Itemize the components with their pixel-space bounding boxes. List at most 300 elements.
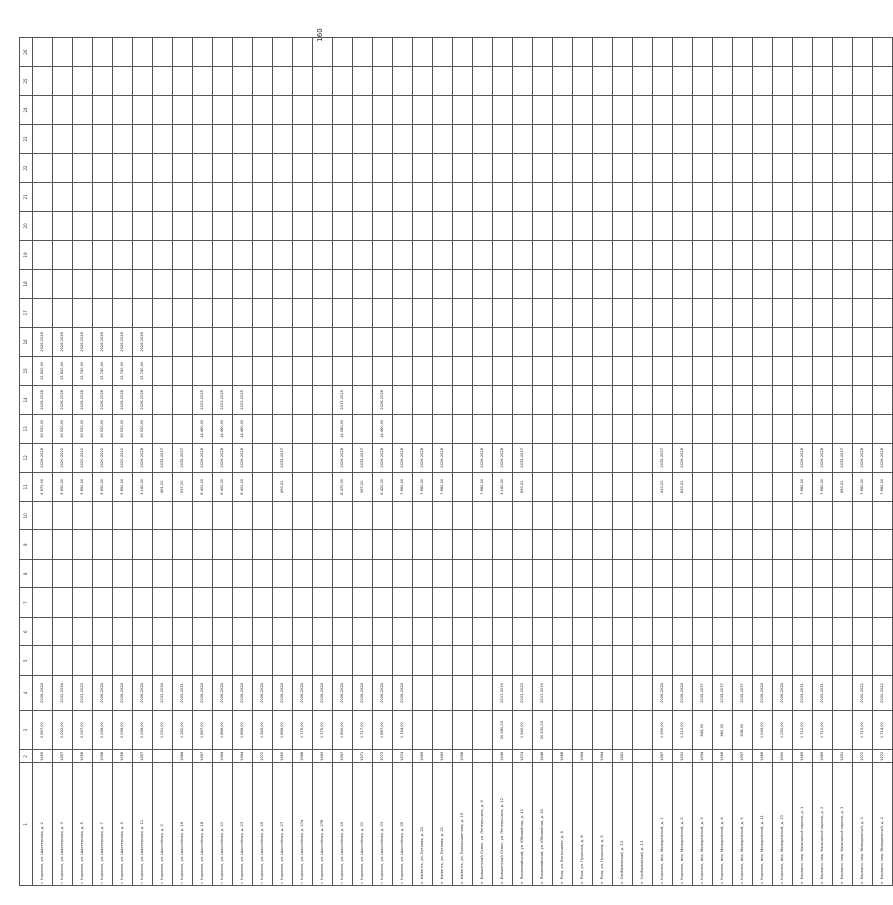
data-cell	[153, 386, 173, 414]
data-cell	[633, 356, 653, 386]
data-cell	[593, 124, 613, 154]
data-cell: 9 850,00	[73, 472, 93, 502]
data-cell	[353, 96, 373, 124]
data-cell	[553, 530, 573, 560]
address-cell: г. Коркино, ул. Шоссейная, д. 23	[233, 763, 253, 886]
data-cell	[73, 270, 93, 298]
data-cell	[753, 560, 773, 588]
header-cell: 2	[20, 750, 33, 763]
data-cell	[393, 66, 413, 96]
data-cell: 2026-2028	[33, 328, 53, 356]
data-cell	[813, 386, 833, 414]
table-row	[273, 38, 293, 886]
data-cell	[553, 96, 573, 124]
value-cell	[833, 710, 853, 749]
data-cell	[373, 182, 393, 212]
table-row	[173, 38, 193, 886]
data-cell	[413, 96, 433, 124]
data-cell	[593, 617, 613, 645]
data-cell	[113, 298, 133, 328]
data-cell	[293, 646, 313, 676]
period-cell: 2026-2028	[373, 675, 393, 710]
year-cell: 1988	[553, 750, 573, 763]
table-row	[133, 38, 153, 886]
data-cell	[653, 646, 673, 676]
data-cell	[833, 356, 853, 386]
header-cell: 10	[20, 502, 33, 530]
data-cell	[33, 124, 53, 154]
data-cell	[513, 154, 533, 182]
table-row	[813, 38, 833, 886]
data-cell	[593, 386, 613, 414]
year-cell: 1964	[213, 750, 233, 763]
table-row	[873, 38, 893, 886]
data-cell	[173, 182, 193, 212]
data-cell	[753, 240, 773, 270]
data-cell	[313, 472, 333, 502]
period-cell: 2029-2031	[793, 675, 813, 710]
data-cell: 2026-2028	[133, 328, 153, 356]
data-cell	[673, 328, 693, 356]
data-cell	[193, 560, 213, 588]
data-cell	[853, 414, 873, 444]
data-cell	[433, 96, 453, 124]
year-cell: 1957	[53, 750, 73, 763]
data-cell	[613, 212, 633, 240]
data-cell	[693, 444, 713, 472]
data-cell	[713, 356, 733, 386]
data-cell: 2026-2028	[673, 444, 693, 472]
data-cell	[393, 240, 413, 270]
data-cell	[173, 240, 193, 270]
data-cell	[733, 472, 753, 502]
data-cell	[413, 617, 433, 645]
data-cell	[793, 124, 813, 154]
data-cell	[493, 240, 513, 270]
data-cell	[433, 588, 453, 618]
data-cell	[613, 182, 633, 212]
data-cell	[153, 240, 173, 270]
data-cell	[553, 154, 573, 182]
data-cell	[513, 530, 533, 560]
data-cell	[733, 502, 753, 530]
data-cell	[393, 298, 413, 328]
table-row	[593, 38, 613, 886]
capital-repair-table	[19, 38, 884, 886]
data-cell	[153, 182, 173, 212]
data-cell	[93, 270, 113, 298]
data-cell	[693, 298, 713, 328]
data-cell	[313, 298, 333, 328]
data-cell: 7 680,00	[813, 472, 833, 502]
data-cell	[473, 240, 493, 270]
data-cell	[33, 298, 53, 328]
data-cell	[393, 270, 413, 298]
header-cell: 20	[20, 212, 33, 240]
data-cell	[293, 588, 313, 618]
period-cell: 2020-2022	[853, 675, 873, 710]
year-cell: 1958	[93, 750, 113, 763]
data-cell	[653, 38, 673, 66]
data-cell	[593, 154, 613, 182]
data-cell	[313, 66, 333, 96]
data-cell	[173, 617, 193, 645]
data-cell	[273, 530, 293, 560]
data-cell	[113, 212, 133, 240]
data-cell	[853, 502, 873, 530]
data-cell	[773, 646, 793, 676]
data-cell	[273, 298, 293, 328]
data-cell	[473, 124, 493, 154]
data-cell	[533, 38, 553, 66]
data-cell	[53, 124, 73, 154]
data-cell	[873, 646, 893, 676]
address-cell: г. Коркино, ул. Шоссейная, д. 18	[193, 763, 213, 886]
data-cell	[853, 182, 873, 212]
data-cell	[733, 124, 753, 154]
data-cell	[213, 588, 233, 618]
data-cell	[693, 617, 713, 645]
address-cell: п. Сербиловский, д. 13	[633, 763, 653, 886]
data-cell	[93, 38, 113, 66]
data-cell	[553, 646, 573, 676]
address-cell: г. Коркино, ул. Шоссейная, д. 29	[333, 763, 353, 886]
data-cell	[453, 560, 473, 588]
value-cell: 1 717,00	[353, 710, 373, 749]
data-cell	[753, 356, 773, 386]
data-cell	[33, 38, 53, 66]
address-cell: г. Коркино, ул. Шоссейная, д. 33	[373, 763, 393, 886]
data-cell	[773, 212, 793, 240]
value-cell	[453, 710, 473, 749]
header-cell: 11	[20, 472, 33, 502]
data-cell	[733, 588, 753, 618]
data-cell	[213, 212, 233, 240]
data-cell	[513, 124, 533, 154]
data-cell	[433, 298, 453, 328]
data-cell	[533, 617, 553, 645]
data-cell	[473, 66, 493, 96]
period-cell: 2026-2028	[293, 675, 313, 710]
data-cell: 13 740,00	[93, 356, 113, 386]
data-cell	[453, 617, 473, 645]
data-cell	[193, 38, 213, 66]
data-cell	[433, 502, 453, 530]
data-cell	[613, 96, 633, 124]
data-cell	[133, 66, 153, 96]
data-cell	[53, 96, 73, 124]
data-cell	[253, 444, 273, 472]
data-cell	[593, 96, 613, 124]
data-cell	[373, 124, 393, 154]
data-cell	[633, 298, 653, 328]
data-cell	[253, 154, 273, 182]
value-cell	[413, 710, 433, 749]
data-cell	[113, 530, 133, 560]
year-cell	[153, 750, 173, 763]
data-cell	[453, 530, 473, 560]
period-cell: 2023-2025	[73, 675, 93, 710]
data-cell: 2026-2028	[73, 386, 93, 414]
data-cell	[693, 154, 713, 182]
data-cell	[453, 154, 473, 182]
table-row	[153, 38, 173, 886]
data-cell	[853, 386, 873, 414]
year-cell	[633, 750, 653, 763]
data-cell: 9 180,00	[493, 472, 513, 502]
data-cell	[793, 328, 813, 356]
period-cell: 2026-2028	[773, 675, 793, 710]
data-cell	[193, 66, 213, 96]
data-cell	[373, 560, 393, 588]
year-cell: 1960	[273, 750, 293, 763]
data-cell	[433, 124, 453, 154]
data-cell	[753, 328, 773, 356]
data-cell	[193, 212, 213, 240]
data-cell	[593, 38, 613, 66]
header-cell: 6	[20, 617, 33, 645]
data-cell	[813, 270, 833, 298]
data-cell	[173, 588, 193, 618]
data-cell	[753, 646, 773, 676]
data-cell	[593, 530, 613, 560]
schedule-table	[19, 37, 893, 886]
data-cell	[773, 530, 793, 560]
data-cell	[33, 182, 53, 212]
data-cell	[493, 560, 513, 588]
data-cell: 8 400,00	[213, 472, 233, 502]
data-cell	[673, 386, 693, 414]
address-cell: п. Коркино, мкр. Камышный карьер, д. 2	[813, 763, 833, 886]
table-row	[833, 38, 853, 886]
data-cell: 2026-2028	[113, 386, 133, 414]
data-cell	[233, 182, 253, 212]
data-cell	[773, 298, 793, 328]
table-row	[33, 38, 53, 886]
period-cell: 2017-2019	[533, 675, 553, 710]
data-cell	[133, 154, 153, 182]
data-cell	[513, 270, 533, 298]
data-cell	[773, 472, 793, 502]
data-cell	[753, 270, 773, 298]
data-cell	[193, 96, 213, 124]
data-cell	[813, 646, 833, 676]
table-row	[453, 38, 473, 886]
data-cell	[513, 96, 533, 124]
data-cell	[293, 560, 313, 588]
data-cell	[573, 356, 593, 386]
data-cell	[833, 560, 853, 588]
table-row	[673, 38, 693, 886]
data-cell	[633, 66, 653, 96]
data-cell	[413, 646, 433, 676]
data-cell	[253, 298, 273, 328]
data-cell	[73, 560, 93, 588]
data-cell	[513, 617, 533, 645]
period-cell	[553, 675, 573, 710]
data-cell	[153, 212, 173, 240]
data-cell	[273, 502, 293, 530]
data-cell	[473, 386, 493, 414]
data-cell	[833, 530, 853, 560]
data-cell	[113, 38, 133, 66]
data-cell	[233, 617, 253, 645]
data-cell	[553, 212, 573, 240]
data-cell	[233, 270, 253, 298]
data-cell	[853, 646, 873, 676]
data-cell	[713, 472, 733, 502]
data-cell	[373, 96, 393, 124]
data-cell	[533, 646, 553, 676]
data-cell: 2035-2037	[513, 444, 533, 472]
data-cell	[853, 560, 873, 588]
value-cell: 20 580,00	[493, 710, 513, 749]
data-cell	[513, 240, 533, 270]
data-cell	[553, 444, 573, 472]
data-cell	[573, 154, 593, 182]
data-cell	[673, 646, 693, 676]
data-cell	[233, 154, 253, 182]
data-cell	[773, 444, 793, 472]
data-cell	[573, 66, 593, 96]
data-cell	[213, 298, 233, 328]
data-cell	[733, 386, 753, 414]
data-cell	[733, 646, 753, 676]
data-cell	[233, 240, 253, 270]
value-cell: 1 049,00	[753, 710, 773, 749]
data-cell	[133, 530, 153, 560]
year-cell: 1972	[853, 750, 873, 763]
value-cell	[473, 710, 493, 749]
data-cell: 2026-2028	[413, 444, 433, 472]
data-cell	[533, 472, 553, 502]
data-cell	[613, 502, 633, 530]
data-cell	[293, 617, 313, 645]
data-cell	[173, 212, 193, 240]
data-cell	[753, 588, 773, 618]
data-cell	[833, 212, 853, 240]
data-cell	[753, 38, 773, 66]
data-cell	[553, 298, 573, 328]
data-cell	[753, 444, 773, 472]
value-cell: 1 050,00	[773, 710, 793, 749]
data-cell	[333, 617, 353, 645]
data-cell	[73, 588, 93, 618]
data-cell	[813, 530, 833, 560]
data-cell	[213, 38, 233, 66]
data-cell	[153, 646, 173, 676]
data-cell: 2020-2022	[113, 444, 133, 472]
data-cell	[53, 212, 73, 240]
data-cell	[613, 414, 633, 444]
data-cell	[793, 298, 813, 328]
data-cell	[593, 328, 613, 356]
data-cell: 8 470,00	[333, 472, 353, 502]
data-cell	[233, 298, 253, 328]
data-cell	[693, 560, 713, 588]
table-row	[93, 38, 113, 886]
data-cell	[553, 124, 573, 154]
data-cell	[813, 182, 833, 212]
data-cell: 2026-2028	[93, 328, 113, 356]
data-cell: 2026-2028	[853, 444, 873, 472]
data-cell	[113, 560, 133, 588]
data-cell	[633, 560, 653, 588]
data-cell	[513, 588, 533, 618]
data-cell	[653, 182, 673, 212]
data-cell	[873, 617, 893, 645]
address-cell: г. Коркино, ул. Шоссейная, д. 27а	[293, 763, 313, 886]
data-cell	[113, 124, 133, 154]
table-row	[193, 38, 213, 886]
header-cell: 16	[20, 328, 33, 356]
data-cell	[473, 182, 493, 212]
data-cell	[713, 530, 733, 560]
table-row	[413, 38, 433, 886]
data-cell	[873, 240, 893, 270]
data-cell	[353, 502, 373, 530]
data-cell	[113, 96, 133, 124]
value-cell: 1 282,00	[173, 710, 193, 749]
period-cell	[453, 675, 473, 710]
data-cell	[553, 328, 573, 356]
data-cell	[273, 96, 293, 124]
data-cell	[273, 38, 293, 66]
header-cell: 25	[20, 66, 33, 96]
period-cell: 2026-2028	[653, 675, 673, 710]
data-cell: 2035-2037	[653, 444, 673, 472]
data-cell	[673, 124, 693, 154]
data-cell	[453, 444, 473, 472]
address-cell: г. Коркино, ул. Шахтерская, д. 11	[133, 763, 153, 886]
year-cell: 1971	[353, 750, 373, 763]
data-cell	[273, 328, 293, 356]
data-cell	[313, 444, 333, 472]
data-cell	[173, 38, 193, 66]
data-cell	[533, 66, 553, 96]
data-cell	[753, 212, 773, 240]
data-cell	[773, 617, 793, 645]
header-cell: 14	[20, 386, 33, 414]
data-cell	[193, 617, 213, 645]
value-cell	[573, 710, 593, 749]
period-cell: 2029-2031	[173, 675, 193, 710]
period-cell: 2026-2028	[113, 675, 133, 710]
data-cell	[873, 270, 893, 298]
data-cell	[133, 96, 153, 124]
data-cell	[253, 386, 273, 414]
data-cell	[493, 414, 513, 444]
data-cell	[853, 154, 873, 182]
data-cell	[293, 182, 313, 212]
data-cell	[573, 444, 593, 472]
data-cell	[113, 240, 133, 270]
data-cell	[293, 38, 313, 66]
data-cell	[673, 66, 693, 96]
data-cell	[553, 617, 573, 645]
data-cell	[433, 212, 453, 240]
data-cell	[313, 646, 333, 676]
data-cell: 13 740,00	[73, 356, 93, 386]
year-cell: 1994	[693, 750, 713, 763]
period-cell	[573, 675, 593, 710]
data-cell	[353, 124, 373, 154]
data-cell	[333, 560, 353, 588]
data-cell	[853, 270, 873, 298]
data-cell	[233, 124, 253, 154]
data-cell	[33, 617, 53, 645]
data-cell	[213, 240, 233, 270]
